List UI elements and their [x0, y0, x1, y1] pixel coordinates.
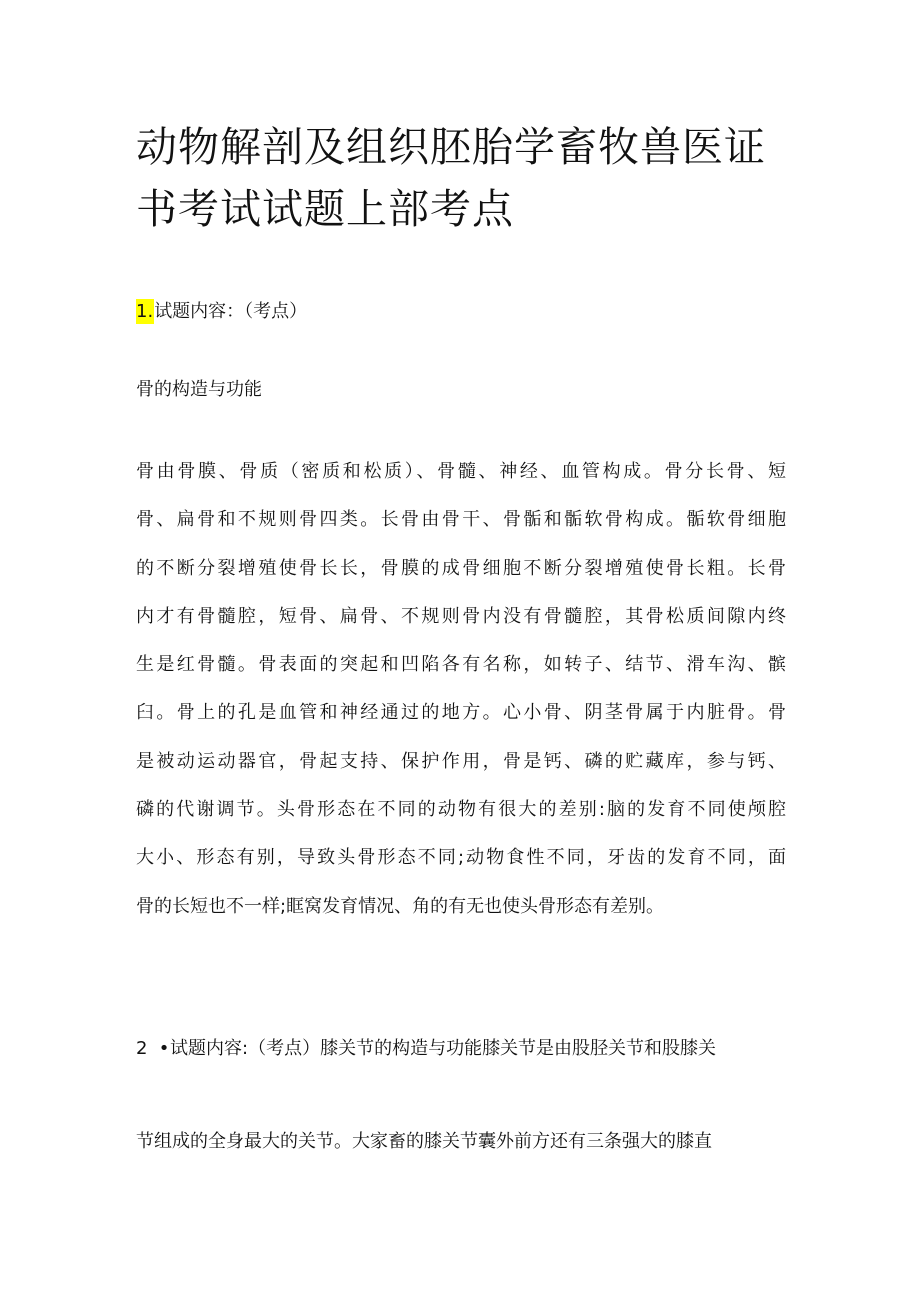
paragraph-line: 大小、形态有别，导致头骨形态不同;动物食性不同，牙齿的发育不同，面: [136, 847, 786, 869]
question-2-block: [136, 1025, 786, 1166]
paragraph-line: 骨的长短也不一样;眶窝发育情况、角的有无也使头骨形态有差别。: [136, 895, 665, 917]
question-2-number: 2: [136, 1038, 148, 1059]
paragraph-line: 内才有骨髓腔，短骨、扁骨、不规则骨内没有骨髓腔，其骨松质间隙内终: [136, 605, 786, 627]
question-2-line: 节组成的全身最大的关节。大家畜的膝关节囊外前方还有三条强大的膝直: [136, 1131, 712, 1152]
question-1-label: 试题内容：（考点）: [154, 301, 308, 322]
paragraph-line: 的不断分裂增殖使骨长长，骨膜的成骨细胞不断分裂增殖使骨长粗。长骨: [136, 557, 786, 579]
paragraph-line: 臼。骨上的孔是血管和神经通过的地方。心小骨、阴茎骨属于内脏骨。骨: [136, 702, 786, 724]
question-1-heading: [136, 298, 307, 326]
paragraph-line: 骨、扁骨和不规则骨四类。长骨由骨干、骨骺和骺软骨构成。骺软骨细胞: [136, 509, 786, 531]
page-title: 动物解剖及组织胚胎学畜牧兽医证书考试试题上部考点: [136, 123, 766, 233]
paragraph-line: 生是红骨髓。骨表面的突起和凹陷各有名称，如转子、结节、滑车沟、髌: [136, 654, 786, 676]
body-paragraph: [136, 448, 786, 931]
question-1-number: 1.: [136, 301, 154, 322]
paragraph-line: 磷的代谢调节。头骨形态在不同的动物有很大的差别:脑的发育不同使颅腔: [136, 799, 786, 821]
section-heading: 骨的构造与功能: [136, 379, 262, 400]
paragraph-line: 骨由骨膜、骨质（密质和松质）、骨髓、神经、血管构成。骨分长骨、短: [136, 461, 786, 482]
paragraph-line: 是被动运动器官，骨起支持、保护作用，骨是钙、磷的贮藏库，参与钙、: [136, 750, 786, 772]
question-2-text: 试题内容:（考点）膝关节的构造与功能膝关节是由股胫关节和股膝关: [170, 1038, 717, 1059]
bullet-icon: •: [158, 1038, 170, 1059]
question-2-line: [136, 1025, 786, 1073]
